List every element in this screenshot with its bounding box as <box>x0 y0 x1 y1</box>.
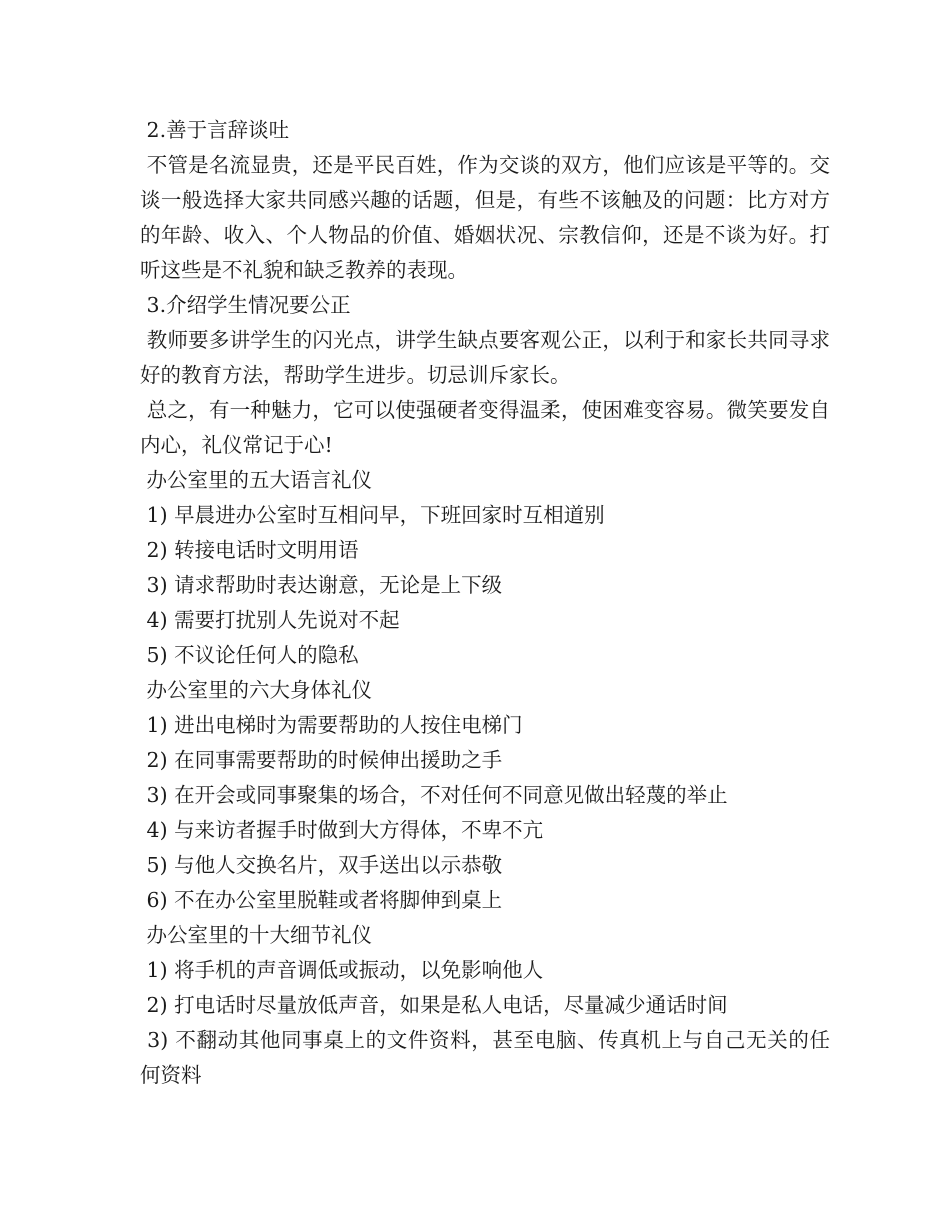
section-heading-language-etiquette: 办公室里的五大语言礼仪 <box>140 468 373 492</box>
list-item: 1) 进出电梯时为需要帮助的人按住电梯门 <box>140 713 523 737</box>
section-heading-fairness: 3.介绍学生情况要公正 <box>140 293 351 317</box>
list-item: 4) 与来访者握手时做到大方得体，不卑不亢 <box>140 818 544 842</box>
section-heading-speech: 2.善于言辞谈吐 <box>140 118 290 142</box>
document-content <box>140 113 830 1093</box>
list-item: 2) 在同事需要帮助的时候伸出援助之手 <box>140 748 503 772</box>
list-item: 5) 与他人交换名片，双手送出以示恭敬 <box>140 853 503 877</box>
list-item: 6) 不在办公室里脱鞋或者将脚伸到桌上 <box>140 888 503 912</box>
list-item: 2) 打电话时尽量放低声音，如果是私人电话，尽量减少通话时间 <box>140 993 728 1017</box>
list-item: 3) 在开会或同事聚集的场合，不对任何不同意见做出轻蔑的举止 <box>140 783 728 807</box>
list-item: 3) 不翻动其他同事桌上的文件资料，甚至电脑、传真机上与自己无关的任何资料 <box>140 1028 830 1087</box>
paragraph-summary: 总之，有一种魅力，它可以使强硬者变得温柔，使困难变容易。微笑要发自内心，礼仪常记于心! <box>140 398 830 457</box>
list-item: 5) 不议论任何人的隐私 <box>140 643 359 667</box>
section-heading-body-etiquette: 办公室里的六大身体礼仪 <box>140 678 373 702</box>
list-item: 3) 请求帮助时表达谢意，无论是上下级 <box>140 573 503 597</box>
list-item: 1) 早晨进办公室时互相问早，下班回家时互相道别 <box>140 503 605 527</box>
list-item: 1) 将手机的声音调低或振动，以免影响他人 <box>140 958 544 982</box>
section-heading-detail-etiquette: 办公室里的十大细节礼仪 <box>140 923 373 947</box>
list-item: 4) 需要打扰别人先说对不起 <box>140 608 400 632</box>
paragraph-speech: 不管是名流显贵，还是平民百姓，作为交谈的双方，他们应该是平等的。交谈一般选择大家共同感兴趣的话题，但是，有些不该触及的问题：比方对方的年龄、收入、个人物品的价值、婚姻状况、宗教信仰，还是不谈为好。打听这些是不礼貌和缺乏教养的表现。 <box>140 153 830 282</box>
paragraph-fairness: 教师要多讲学生的闪光点，讲学生缺点要客观公正，以利于和家长共同寻求好的教育方法，帮助学生进步。切忌训斥家长。 <box>140 328 830 387</box>
list-item: 2) 转接电话时文明用语 <box>140 538 359 562</box>
